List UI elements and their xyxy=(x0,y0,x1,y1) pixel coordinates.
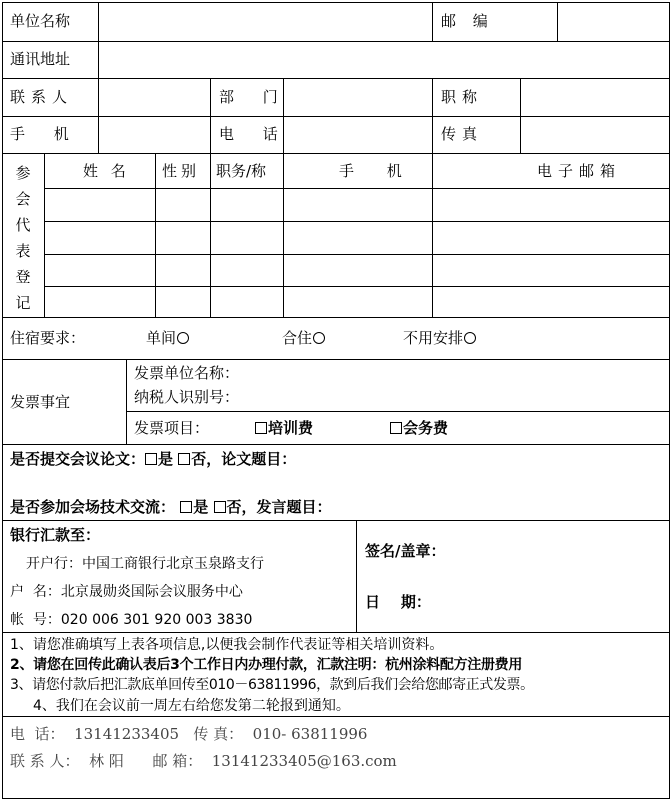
training-fee-label: 培训费 xyxy=(268,419,314,437)
shared-radio[interactable] xyxy=(313,332,325,344)
exchange-no-checkbox[interactable] xyxy=(214,501,226,513)
none-radio[interactable] xyxy=(464,332,476,344)
rule xyxy=(2,317,670,318)
dept-label: 部 门 xyxy=(219,88,290,106)
attendee-side-label: 参会代表登记 xyxy=(15,164,31,312)
paper-yes-label: 是 xyxy=(158,450,174,468)
tax-id-label: 纳税人识别号： xyxy=(134,388,240,406)
accommodation-label: 住宿要求： xyxy=(10,329,86,347)
sign-label: 签名/盖章： xyxy=(365,542,446,560)
rule xyxy=(557,2,558,41)
col-gender: 性别 xyxy=(162,162,201,180)
phone-label: 电 话 xyxy=(219,125,290,143)
address-label: 通讯地址 xyxy=(10,50,71,68)
training-fee-checkbox[interactable] xyxy=(255,422,267,434)
note-3: 3、请您付款后把汇款底单回传至010－63811996，款到后我们会给您邮寄正式发票。 xyxy=(10,677,534,693)
bank-name-line: 开户行：中国工商银行北京玉泉路支行 xyxy=(26,556,264,572)
rule xyxy=(520,78,521,153)
option-shared[interactable] xyxy=(282,328,325,348)
note-2: 2、请您在回传此确认表后3个工作日内办理付款，汇款注明：杭州涂料配方注册费用 xyxy=(10,657,523,673)
rule xyxy=(44,254,670,255)
note-4: 4、我们在会议前一周左右给您发第二轮报到通知。 xyxy=(33,698,350,714)
invoice-label: 发票事宜 xyxy=(10,393,71,411)
training-fee-option[interactable] xyxy=(255,418,313,438)
exchange-question-label: 是否参加会场技术交流： xyxy=(10,498,176,516)
meeting-fee-label: 会务费 xyxy=(403,419,449,437)
rule xyxy=(2,520,670,521)
rule xyxy=(2,716,670,717)
account-name-line: 户 名：北京晟勋炎国际会议服务中心 xyxy=(10,584,243,600)
invoice-unit-label: 发票单位名称： xyxy=(134,364,240,382)
option-none-label: 不用安排 xyxy=(403,329,464,347)
meeting-fee-checkbox[interactable] xyxy=(390,422,402,434)
rule xyxy=(44,221,670,222)
fax-label: 传真 xyxy=(441,125,484,143)
mobile-label: 手 机 xyxy=(10,125,81,143)
paper-question xyxy=(10,449,296,469)
footer-phone-line: 电 话： 13141233405 传 真： 010- 63811996 xyxy=(10,725,368,743)
rule xyxy=(2,798,670,799)
unit-name-label: 单位名称 xyxy=(10,12,71,30)
col-position: 职务/称 xyxy=(216,162,267,180)
note-1: 1、请您准确填写上表各项信息,以便我会制作代表证等相关培训资料。 xyxy=(10,637,444,653)
rule xyxy=(126,411,670,412)
exchange-yes-label: 是 xyxy=(193,498,209,516)
col-email: 电子邮箱 xyxy=(537,162,622,180)
rule xyxy=(2,116,670,117)
rule xyxy=(2,444,670,445)
rule xyxy=(432,2,433,41)
rule xyxy=(44,286,670,287)
paper-yes-checkbox[interactable] xyxy=(145,453,157,465)
rule xyxy=(126,359,127,444)
bank-title: 银行汇款至： xyxy=(10,526,101,544)
rule xyxy=(2,2,3,799)
rule xyxy=(669,2,670,799)
rule xyxy=(98,78,99,153)
rule xyxy=(283,153,284,317)
option-single[interactable] xyxy=(146,328,189,348)
option-single-label: 单间 xyxy=(146,329,177,347)
paper-no-checkbox[interactable] xyxy=(178,453,190,465)
paper-question-label: 是否提交会议论文： xyxy=(10,450,146,468)
rule xyxy=(2,359,670,360)
contact-label: 联系人 xyxy=(10,88,74,106)
exchange-no-label: 否，发言题目： xyxy=(226,498,332,516)
rule xyxy=(2,41,670,42)
option-shared-label: 合住 xyxy=(282,329,313,347)
rule xyxy=(432,153,433,317)
rule xyxy=(98,2,99,78)
rule xyxy=(356,520,357,632)
account-number-line: 帐 号：020 006 301 920 003 3830 xyxy=(10,612,253,628)
rule xyxy=(2,632,670,633)
footer-contact-line: 联 系 人： 林 阳 邮 箱： 13141233405@163.com xyxy=(10,752,397,770)
postcode-label: 邮 编 xyxy=(441,12,494,30)
rule xyxy=(44,153,45,317)
rule xyxy=(155,153,156,317)
meeting-fee-option[interactable] xyxy=(390,418,448,438)
rule xyxy=(2,78,670,79)
rule xyxy=(210,153,211,317)
invoice-items-label: 发票项目： xyxy=(134,419,210,437)
date-label: 日 期： xyxy=(365,593,431,611)
option-none[interactable] xyxy=(403,328,476,348)
exchange-yes-checkbox[interactable] xyxy=(180,501,192,513)
single-radio[interactable] xyxy=(177,332,189,344)
rule xyxy=(2,153,670,154)
title-label: 职称 xyxy=(441,88,484,106)
rule xyxy=(44,188,670,189)
col-mobile: 手 机 xyxy=(339,162,416,180)
exchange-question xyxy=(10,497,332,517)
rule xyxy=(432,78,433,153)
paper-no-label: 否，论文题目： xyxy=(191,450,297,468)
rule xyxy=(2,2,670,3)
col-name: 姓 名 xyxy=(83,162,130,180)
rule xyxy=(210,78,211,153)
